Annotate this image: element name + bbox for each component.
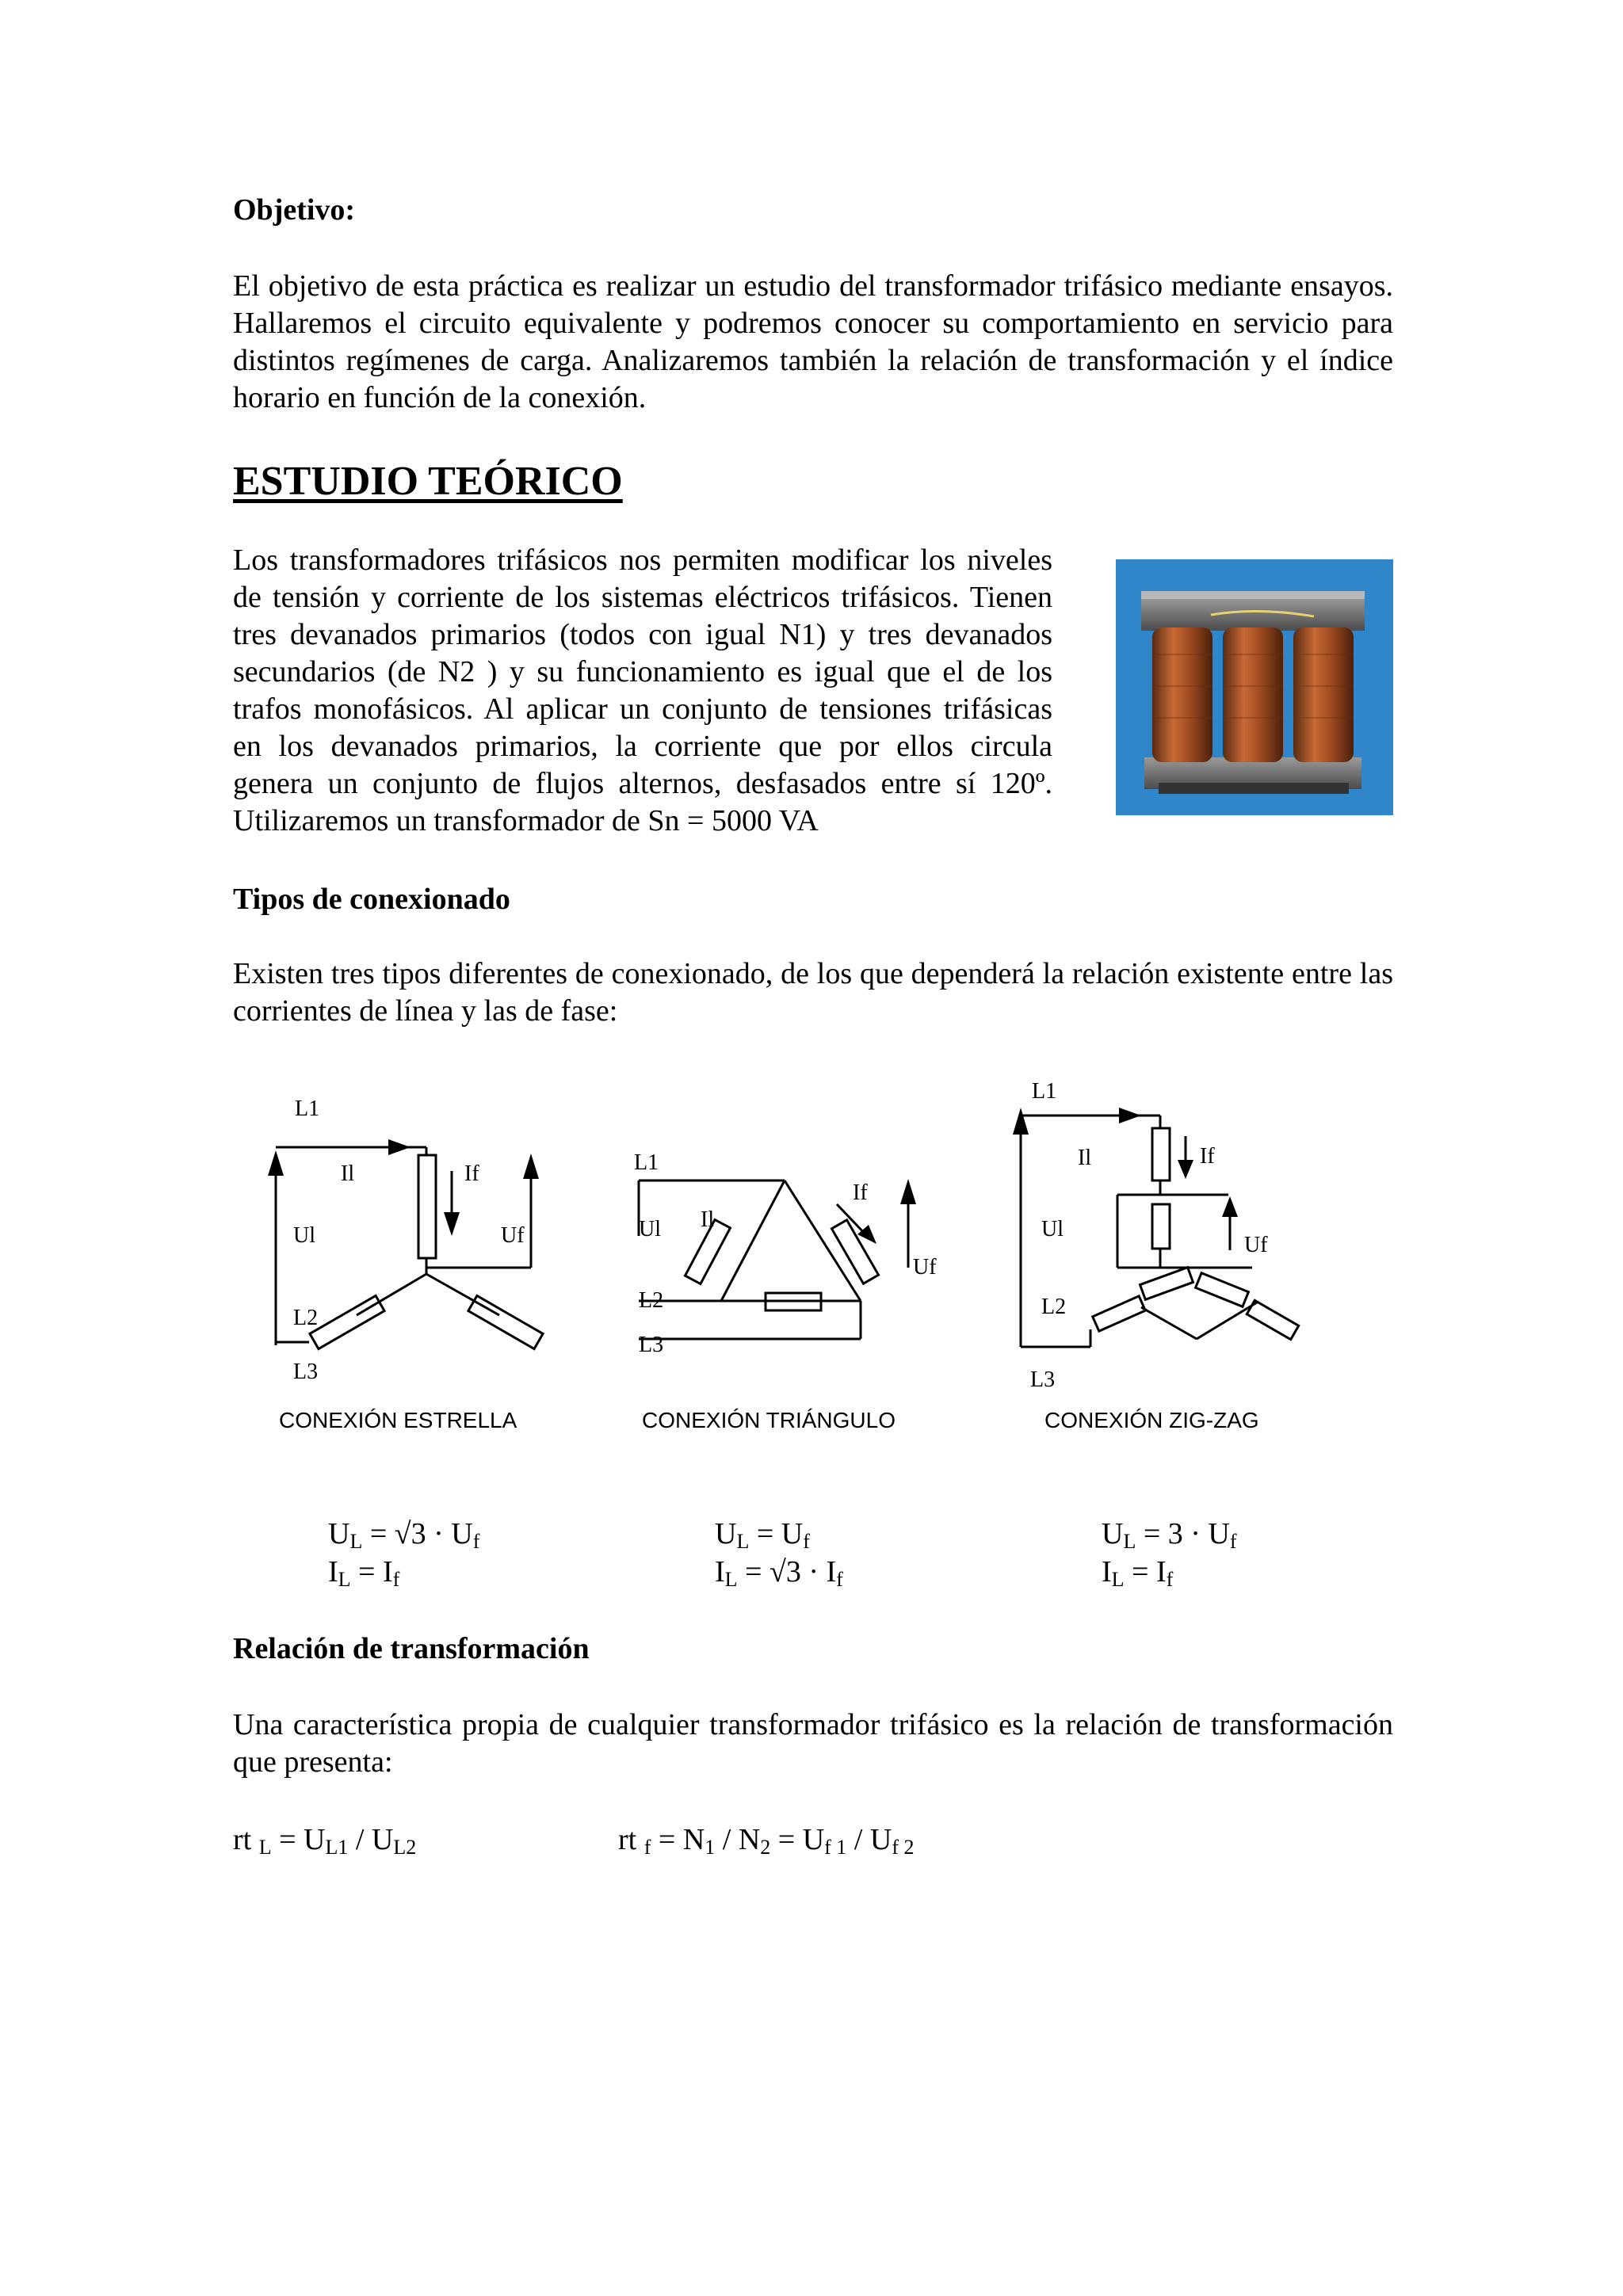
zigzag-If: If <box>1200 1144 1215 1169</box>
zigzag-Uf: Uf <box>1244 1233 1268 1257</box>
estrella-L3: L3 <box>293 1360 319 1384</box>
triangulo-caption: CONEXIÓN TRIÁNGULO <box>642 1408 896 1432</box>
zigzag-caption: CONEXIÓN ZIG-ZAG <box>1044 1408 1259 1432</box>
triangulo-Ul: Ul <box>639 1217 661 1241</box>
connection-diagrams <box>262 1077 1403 1450</box>
formula-zigzag-i: $I_L = I_f$ <box>1102 1555 1174 1591</box>
triangulo-L3: L3 <box>639 1333 664 1357</box>
formula-triangulo-u: $U_L = U_f$ <box>715 1517 810 1553</box>
triangulo-Uf: Uf <box>913 1255 937 1280</box>
estrella-Uf: Uf <box>501 1223 525 1248</box>
transformer-photo <box>1116 559 1393 815</box>
zigzag-Ul: Ul <box>1041 1217 1064 1241</box>
triangulo-If: If <box>853 1180 868 1205</box>
formula-triangulo-i: $I_L = √3 \cdot I_f$ <box>715 1555 843 1591</box>
zigzag-L2: L2 <box>1041 1295 1067 1319</box>
formula-rtF: rt $_f = N_1 / N_2 = U_{f 1} / U_{f 2}$ <box>618 1823 915 1859</box>
estrella-L1: L1 <box>295 1097 320 1121</box>
estudio-heading: ESTUDIO TEÓRICO <box>233 459 623 504</box>
zigzag-L3: L3 <box>1030 1367 1056 1392</box>
formula-rtL: rt $_L = U_{L1} / U_{L2}$ <box>233 1823 417 1859</box>
estrella-Il: Il <box>341 1161 355 1186</box>
estrella-Ul: Ul <box>293 1223 315 1248</box>
relacion-heading: Relación de transformación <box>233 1632 590 1665</box>
estudio-paragraph: Los transformadores trifásicos nos permiten modificar los niveles de tensión y corriente de los sistemas eléctricos trifásicos. Tienen tres devanados primarios (todos con igual N1) y tres devanados secundarios (de N2 ) y su funcionamiento es igual que el de los trafos monofásicos. Al aplicar un conjunto de tensiones trifásicas en los devanados primarios, la corriente que por ellos circula genera un conjunto de flujos alternos, desfasados entre sí 120º. Utilizaremos un transformador de Sn = 5000 VA <box>233 543 1052 837</box>
estrella-If: If <box>464 1161 479 1186</box>
estrella-caption: CONEXIÓN ESTRELLA <box>279 1408 517 1432</box>
triangulo-diagram <box>631 1179 916 1339</box>
tipos-heading: Tipos de conexionado <box>233 883 510 916</box>
zigzag-Il: Il <box>1078 1146 1092 1170</box>
objetivo-paragraph: El objetivo de esta práctica es realizar un estudio del transformador trifásico mediante ensayos. Hallaremos el circuito equivalente y podremos conocer su comportamiento en servicio para distintos regímenes de carga. Analizaremos también la relación de transformación y el índice horario en función de la conexión. <box>233 269 1393 414</box>
triangulo-Il: Il <box>701 1207 715 1232</box>
estrella-L2: L2 <box>293 1306 319 1330</box>
tipos-paragraph: Existen tres tipos diferentes de conexionado, de los que dependerá la relación existente entre las corrientes de línea y las de fase: <box>233 957 1393 1028</box>
formula-estrella-i: $I_L = I_f$ <box>328 1555 400 1591</box>
relacion-paragraph: Una característica propia de cualquier transformador trifásico es la relación de transformación que presenta: <box>233 1708 1393 1779</box>
objetivo-heading: Objetivo: <box>233 193 356 227</box>
triangulo-L2: L2 <box>639 1288 664 1313</box>
formula-estrella-u: $U_L = √3 \cdot U_f$ <box>328 1517 480 1553</box>
triangulo-L1: L1 <box>634 1150 659 1175</box>
formula-zigzag-u: $U_L = 3 \cdot U_f$ <box>1102 1517 1237 1553</box>
zigzag-L1: L1 <box>1032 1079 1057 1104</box>
